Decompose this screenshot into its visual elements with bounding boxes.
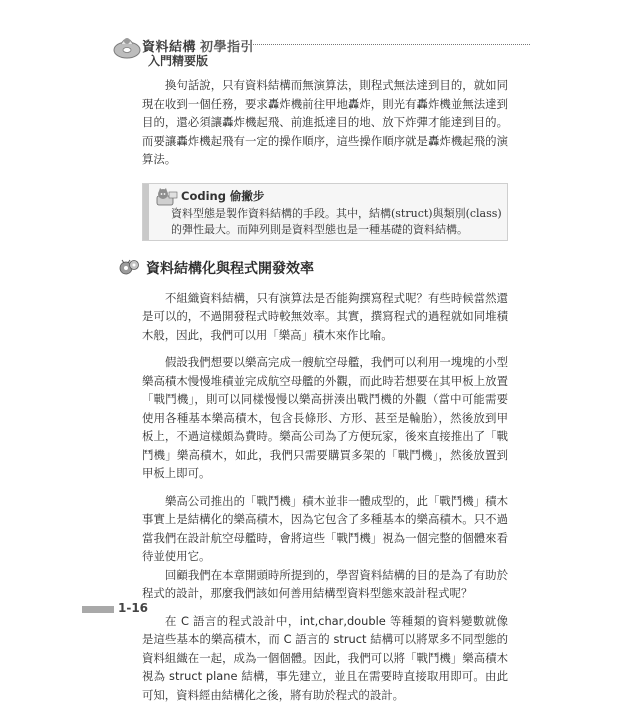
page-number: 1-16 [118,601,148,615]
page-content [142,76,508,704]
book-title-main: 資料結構 [142,40,196,55]
tip-body: 資料型態是製作資料結構的手段。其中，結構(struct)與類別(class)的彈性最大。而陣列則是資料型態也是一種基礎的資料結構。 [171,206,503,238]
section-title: 資料結構化與程式開發效率 [146,258,314,278]
section-heading [118,255,508,281]
book-subtitle: 入門精要版 [148,52,208,69]
paragraph: 換句話說，只有資料結構而無演算法，則程式無法達到目的，就如同現在收到一個任務，要求轟炸機前往甲地轟炸，則光有轟炸機並無法達到目的，還必須讓轟炸機起飛、前進抵達目的地、放下炸彈才能達到目的。而要讓轟炸機起飛有一定的操作順序，這些操作順序就是轟炸機起飛的演算法。 [142,76,508,169]
paragraph: 假設我們想要以樂高完成一艘航空母艦，我們可以利用一塊塊的小型樂高積木慢慢堆積並完成航空母艦的外觀，而此時若想要在其甲板上放置「戰鬥機」，則可以同樣慢慢以樂高拼湊出戰鬥機的外觀（當中可能需要使用各種基本樂高積木，包含長條形、方形、甚至是輪胎），然後放到甲板上，不過這樣頗為費時。樂高公司為了方便玩家，後來直接推出了「戰鬥機」樂高積木，如此，我們只需要購買多架的「戰鬥機」，然後放置到甲板上即可。 [142,353,508,483]
header-divider [248,44,530,45]
tip-accent-bar [143,184,149,240]
cd-disc-icon [112,32,142,62]
coding-tip-box [142,183,508,241]
gear-bug-icon [118,257,140,277]
book-title-suffix: 初學指引 [200,40,254,55]
paragraph: 不組織資料結構，只有演算法是否能夠撰寫程式呢？有些時候當然還是可以的，不過開發程式時較無效率。其實，撰寫程式的過程就如同堆積木般，因此，我們可以用「樂高」積木來作比喻。 [142,289,508,345]
paragraph: 在 C 語言的程式設計中，int,char,double 等種類的資料變數就像是這些基本的樂高積木，而 C 語言的 struct 結構可以將眾多不同型態的資料組織在一起，成為一個個體。因此，我們可以將「戰鬥機」樂高積木視為 struct plane 結構，事先建立，並且在需要時直接取用即可。由此可知，資料經由結構化之後，將有助於程式的設計。 [142,612,508,704]
coding-cat-icon [155,188,179,206]
paragraph: 回顧我們在本章開頭時所提到的，學習資料結構的目的是為了有助於程式的設計，那麼我們該如何善用結構型資料型態來設計程式呢？ [142,566,508,603]
page-header [112,30,532,70]
footer-accent-bar [82,606,114,613]
tip-title: Coding 偷撇步 [181,188,264,204]
paragraph: 樂高公司推出的「戰鬥機」積木並非一體成型的，此「戰鬥機」積木事實上是結構化的樂高積木，因為它包含了多種基本的樂高積木。只不過當我們在設計航空母艦時，會將這些「戰鬥機」視為一個完整的個體來看待並使用它。 [142,492,508,566]
